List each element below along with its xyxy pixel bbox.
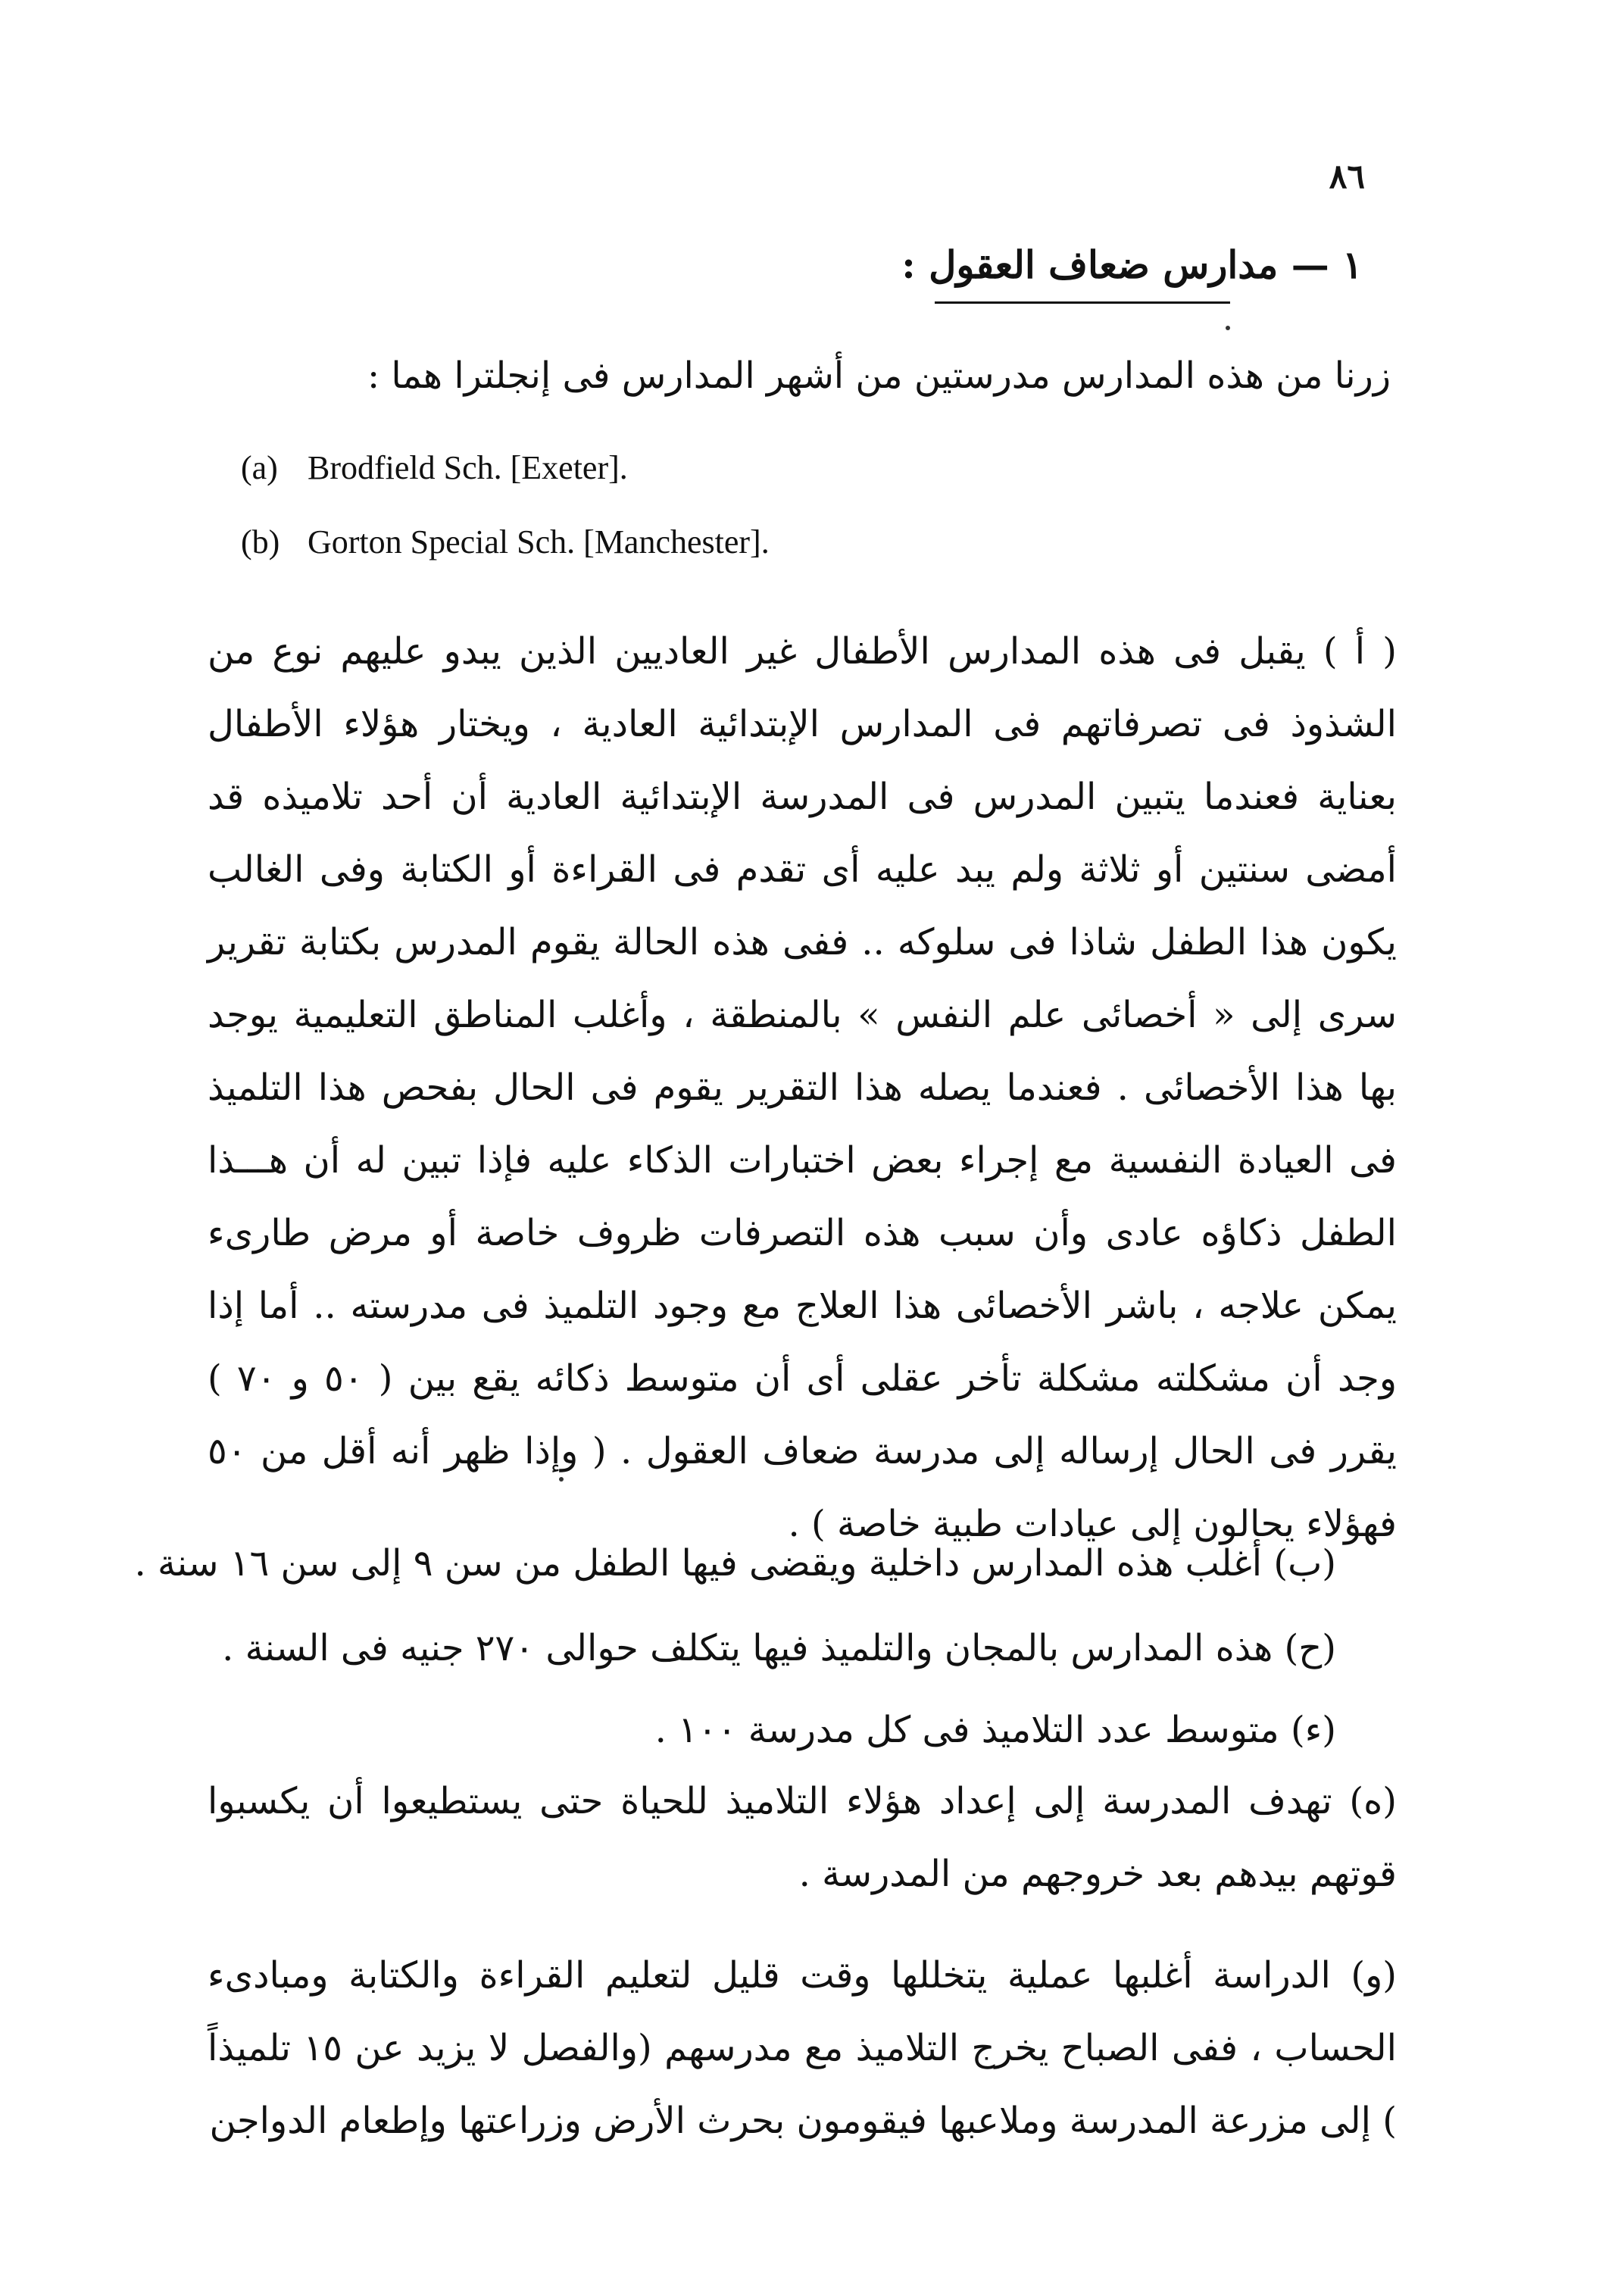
school-name: Brodfield Sch. [Exeter]. — [308, 449, 628, 486]
page-number: ٨٦ — [1329, 158, 1365, 196]
school-item-b — [241, 523, 770, 561]
section-heading: ١ — مدارس ضعاف العقول : — [901, 242, 1363, 287]
intro-line: زرنا من هذه المدارس مدرستين من أشهر المدارس فى إنجلترا هما : — [367, 354, 1391, 397]
school-tag: (b) — [241, 523, 280, 561]
paragraph-e-block — [208, 1765, 1397, 1910]
paragraph-d: (ء) متوسط عدد التلاميذ فى كل مدرسة ١٠٠ . — [654, 1709, 1336, 1751]
paragraph-c: (ح) هذه المدارس بالمجان والتلميذ فيها يتكلف حوالى ٢٧٠ جنيه فى السنة . — [222, 1627, 1336, 1669]
paragraph-e: (ه) تهدف المدرسة إلى إعداد هؤلاء التلاميذ للحياة حتى يستطيعوا أن يكسبوا قوتهم بيدهم بعد خروجهم من المدرسة . — [208, 1780, 1397, 1895]
paragraph-b: (ب) أغلب هذه المدارس داخلية ويقضى فيها الطفل من سن ٩ إلى سن ١٦ سنة . — [134, 1542, 1336, 1585]
paragraph-a-block — [208, 615, 1397, 1560]
school-tag: (a) — [241, 449, 278, 486]
school-item-a — [241, 448, 628, 487]
paragraph-f-block — [208, 1939, 1397, 2157]
heading-underline — [935, 301, 1230, 304]
speck — [559, 1477, 564, 1482]
paragraph-f: (و) الدراسة أغلبها عملية يتخللها وقت قليل لتعليم القراءة والكتابة ومبادىء الحساب ، ففى الصباح يخرج التلاميذ مع مدرسهم (والفصل لا يزيد عن ١٥ تلميذاً ) إلى مزرعة المدرسة وملاعبها فيقومون بحرث الأرض وزراعتها وإطعام الدواجن — [208, 1954, 1397, 2142]
school-name: Gorton Special Sch. [Manchester]. — [308, 523, 770, 561]
paragraph-a: ( أ ) يقبل فى هذه المدارس الأطفال غير العاديين الذين يبدو عليهم نوع من الشذوذ فى تصرفاتهم فى المدارس الإبتدائية العادية ، ويختار هؤلاء الأطفال بعناية فعندما يتبين المدرس فى المدرسة الإبتدائية العادية أن أحد تلاميذه قد أمضى سنتين أو ثلاثة ولم يبد عليه أى تقدم فى القراءة أو الكتابة وفى الغالب يكون هذا الطفل شاذا فى سلوكه .. ففى هذه الحالة يقوم المدرس بكتابة تقرير سرى إلى « أخصائى علم النفس » بالمنطقة ، وأغلب المناطق التعليمية يوجد بها هذا الأخصائى . فعندما يصله هذا التقرير يقوم فى الحال بفحص هذا التلميذ فى العيادة النفسية مع إجراء بعض اختبارات الذكاء عليه فإذا تبين له أن هـــذا الطفل ذكاؤه عادى وأن سبب هذه التصرفات ظروف خاصة أو مرض طارىء يمكن علاجه ، باشر الأخصائى هذا العلاج مع وجود التلميذ فى مدرسته .. أما إذا وجد أن مشكلته مشكلة تأخر عقلى أى أن متوسط ذكائه يقع بين ( ٥٠ و ٧٠ ) يقرر فى الحال إرساله إلى مدرسة ضعاف العقول . ( وإذا ظهر أنه أقل من ٥٠ فهؤلاء يحالون إلى عيادات طبية خاصة ) . — [208, 630, 1397, 1545]
speck — [1226, 326, 1230, 330]
